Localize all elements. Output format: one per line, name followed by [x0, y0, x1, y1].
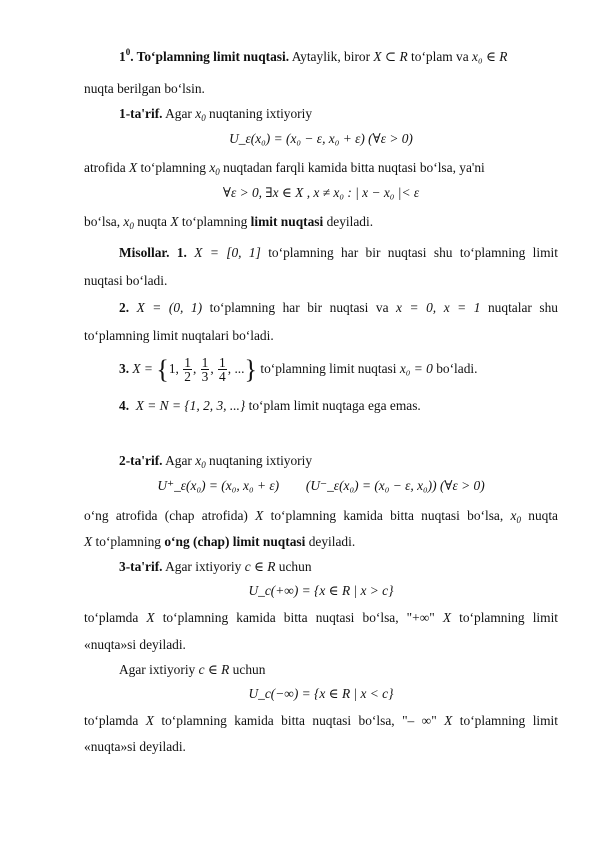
- formula-one-sided: U⁺_ε(x₀) = (x₀, x₀ + ε) (U⁻_ε(x₀) = (x₀ − ε, x₀)) (∀ε > 0): [157, 478, 485, 493]
- formula-x0-in-R: x₀ ∈ R: [472, 49, 508, 64]
- example-2: 2. X = (0, 1) to‘plamning har bir nuqtasi va x = 0, x = 1 nuqtalar shu: [119, 300, 558, 315]
- def2-line2: o‘ng atrofida (chap atrofida) X to‘plamning kamida bitta nuqtasi bo‘lsa, $x_0$ nuqta: [84, 508, 559, 525]
- def3-line6: «nuqta»si deyiladi.: [84, 739, 186, 754]
- example-2-cont: to‘plamning limit nuqtalari bo‘ladi.: [84, 328, 274, 343]
- def3-again-intro: Agar ixtiyoriy c ∈ R uchun: [119, 662, 266, 677]
- example-4: 4. X = N = {1, 2, 3, ...} to‘plam limit nuqtaga ega emas.: [119, 398, 421, 413]
- formula-plus-infinity: U_c(+∞) = {x ∈ R | x > c}: [248, 583, 394, 598]
- def3-line5: to‘plamda X to‘plamning kamida bitta nuqtasi bo‘lsa, "– ∞" X to‘plamning limit: [84, 713, 558, 728]
- term-one-sided-limit: o‘ng (chap) limit nuqtasi: [164, 534, 306, 549]
- def1-label: 1-ta'rif.: [119, 106, 163, 121]
- def2-intro: 2-ta'rif. Agar $x_0$ nuqtaning ixtiyoriy: [119, 453, 313, 470]
- def3-intro: 3-ta'rif. Agar ixtiyoriy c ∈ R uchun: [119, 559, 312, 574]
- def1-neighborhood-line: atrofida X to‘plamning $x_0$ nuqtadan farqli kamida bitta nuqtasi bo‘lsa, ya'ni: [84, 160, 485, 177]
- example-1: Misollar. 1. X = [0, 1] to‘plamning har bir nuqtasi shu to‘plamning limit: [119, 245, 558, 260]
- section-heading-line: $1^0$. To‘plamning limit nuqtasi. Aytaylik, biror X ⊂ R to‘plam va x₀ ∈ R: [119, 47, 508, 64]
- def2-line3: X to‘plamning o‘ng (chap) limit nuqtasi deyiladi.: [84, 534, 356, 549]
- def3-label: 3-ta'rif.: [119, 559, 163, 574]
- section-number: $1^0$: [119, 47, 131, 64]
- formula-subset: X ⊂ R: [373, 49, 408, 64]
- def1-intro: 1-ta'rif. Agar $x_0$ nuqtaning ixtiyoriy: [119, 106, 313, 123]
- formula-minus-infinity: U_c(−∞) = {x ∈ R | x < c}: [248, 686, 394, 701]
- formula-condition: ∀ε > 0, ∃x ∈ X , x ≠ x₀ : | x − x₀ |< ε: [222, 185, 420, 200]
- term-limit-point: limit nuqtasi: [250, 214, 324, 229]
- formula-u-epsilon: U_ε(x₀) = (x₀ − ε, x₀ + ε) (∀ε > 0): [229, 131, 413, 146]
- def1-conclusion: bo‘lsa, $x_0$ nuqta X to‘plamning limit nuqtasi deyiladi.: [84, 214, 374, 231]
- def3-line3: «nuqta»si deyiladi.: [84, 637, 186, 652]
- def2-label: 2-ta'rif.: [119, 453, 163, 468]
- example-3: 3. X = {1, $\frac{1}{2}$ , $\frac{1}{3}$ , $\frac{1}{4}$ , ...} to‘plamning limit nuqtasi x₀ = 0 bo‘ladi.: [119, 354, 478, 385]
- section-title: . To‘plamning limit nuqtasi.: [130, 49, 290, 64]
- heading-continuation: nuqta berilgan bo‘lsin.: [84, 81, 205, 96]
- example-1-cont: nuqtasi bo‘ladi.: [84, 273, 168, 288]
- def3-line2: to‘plamda X to‘plamning kamida bitta nuqtasi bo‘lsa, "+∞" X to‘plamning limit: [84, 610, 559, 625]
